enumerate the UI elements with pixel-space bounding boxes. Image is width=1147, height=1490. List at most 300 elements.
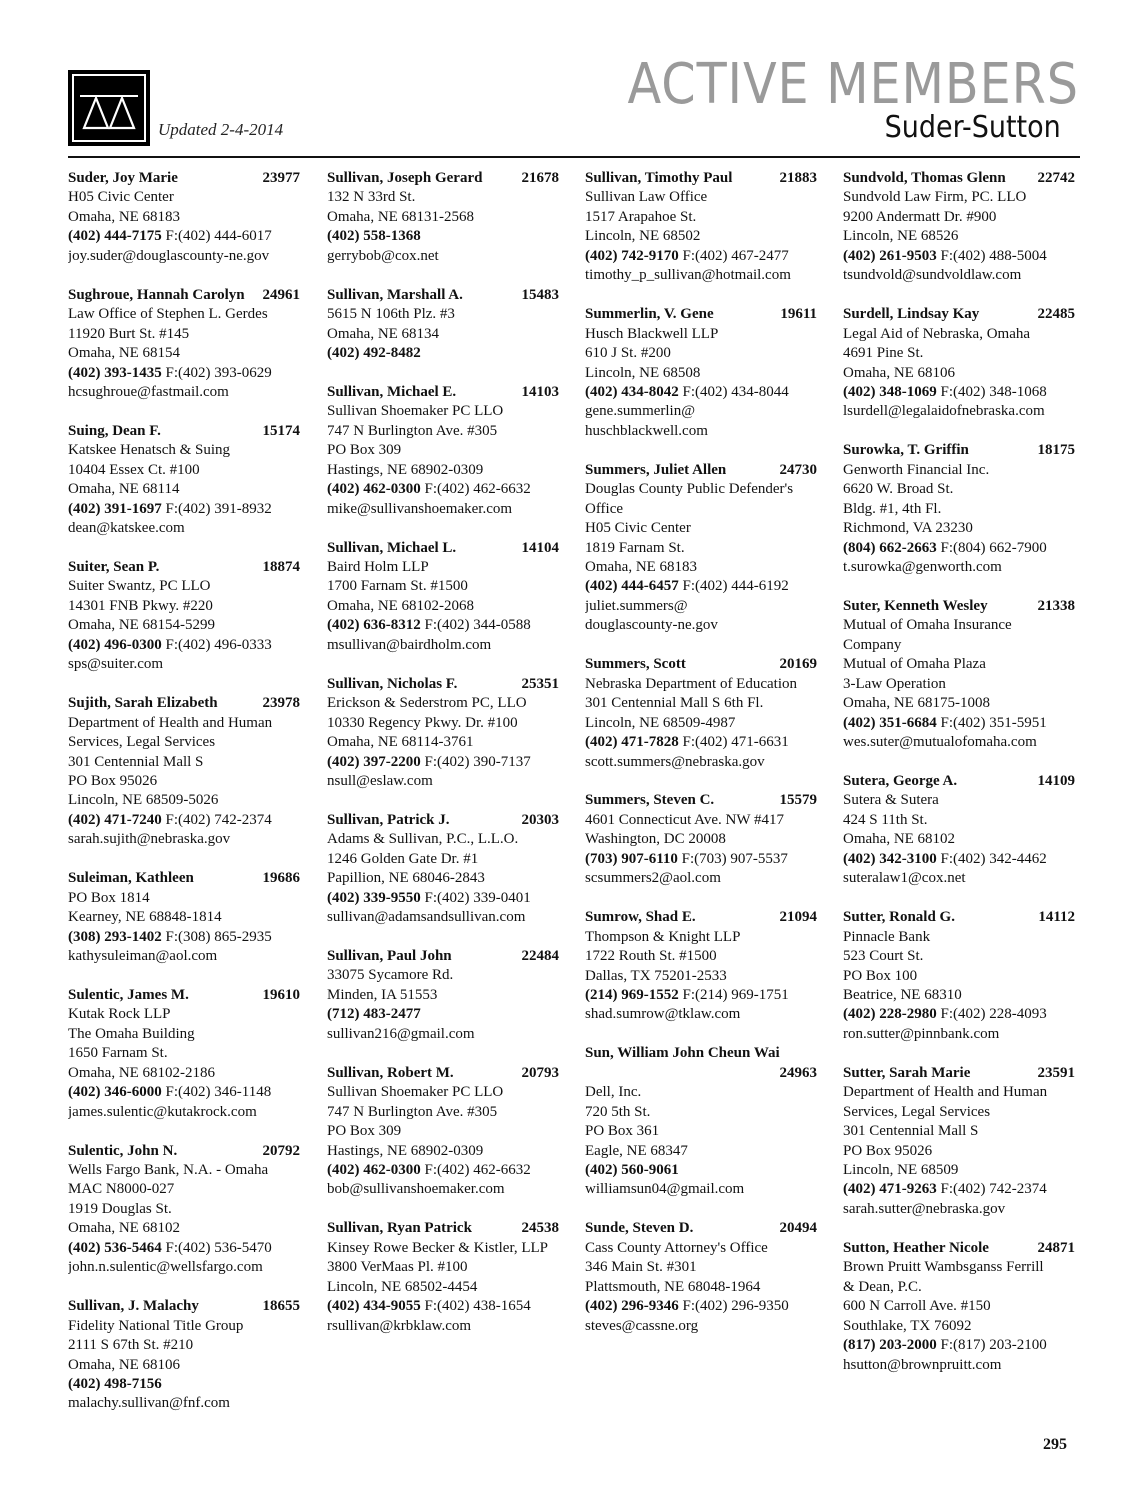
- address-line: Omaha, NE 68183: [585, 559, 698, 576]
- fax-number: F:(402) 348-1068: [940, 383, 1047, 400]
- member-name: Surdell, Lindsay Kay: [843, 306, 980, 323]
- address-line: PO Box 95026: [843, 1142, 933, 1159]
- member-name-line: [585, 791, 821, 810]
- member-name-line: [68, 694, 304, 713]
- member-name: Sullivan, Marshall A.: [327, 286, 463, 303]
- email-address: tsundvold@sundvoldlaw.com: [843, 267, 1022, 284]
- address-line: Lincoln, NE 68508: [585, 364, 701, 381]
- address-line: Lincoln, NE 68509-4987: [585, 714, 736, 731]
- phone-number: (402) 742-9170: [585, 247, 679, 264]
- member-entry: [68, 869, 304, 966]
- address-line: Lincoln, NE 68502-4454: [327, 1278, 478, 1295]
- phone-line: [68, 227, 304, 246]
- member-name-line: [585, 305, 821, 324]
- fax-number: F:(402) 351-5951: [940, 714, 1047, 731]
- member-number: 24538: [521, 1220, 559, 1237]
- member-entry: [327, 947, 563, 1044]
- email-address: scsummers2@aol.com: [585, 870, 721, 887]
- email-address: huschblackwell.com: [585, 422, 708, 439]
- address-line: Mutual of Omaha Plaza: [843, 656, 986, 673]
- member-number: 24730: [779, 461, 817, 478]
- fax-number: F:(402) 536-5470: [165, 1239, 272, 1256]
- directory-column-2: [327, 169, 563, 1356]
- member-number: 21678: [521, 170, 559, 186]
- address-line: 9200 Andermatt Dr. #900: [843, 208, 997, 225]
- member-name-line: [585, 1044, 821, 1063]
- phone-number: (402) 346-6000: [68, 1084, 162, 1101]
- email-address: joy.suder@douglascounty-ne.gov: [68, 247, 270, 264]
- address-line: 1700 Farnam St. #1500: [327, 578, 468, 595]
- phone-line: [843, 1005, 1079, 1024]
- member-number: 20792: [262, 1142, 300, 1159]
- fax-number: F:(402) 742-2374: [165, 811, 272, 828]
- address-line: 1722 Routh St. #1500: [585, 948, 717, 965]
- email-address: sps@suiter.com: [68, 656, 164, 673]
- phone-number: (402) 471-7828: [585, 734, 679, 751]
- member-name-line: [327, 286, 563, 305]
- address-line: Legal Aid of Nebraska, Omaha: [843, 325, 1031, 342]
- phone-number: (402) 434-8042: [585, 383, 679, 400]
- address-line: 10404 Essex Ct. #100: [68, 461, 200, 478]
- phone-line: [327, 1297, 563, 1316]
- address-line: Sullivan Law Office: [585, 189, 708, 206]
- member-name: Summerlin, V. Gene: [585, 306, 714, 323]
- phone-line: [843, 247, 1079, 266]
- phone-line: [843, 1336, 1079, 1355]
- email-address: sullivan216@gmail.com: [327, 1025, 475, 1042]
- member-name: Suter, Kenneth Wesley: [843, 597, 988, 614]
- member-name: Summers, Steven C.: [585, 792, 715, 809]
- address-line: Services, Legal Services: [843, 1103, 991, 1120]
- phone-line: [68, 1239, 304, 1258]
- member-name-line: [327, 675, 563, 694]
- member-name-line: [68, 169, 304, 188]
- address-line: 14301 FNB Pkwy. #220: [68, 597, 213, 614]
- member-name: Sughroue, Hannah Carolyn: [68, 286, 245, 303]
- address-line: Mutual of Omaha Insurance: [843, 617, 1012, 634]
- fax-number: F:(402) 444-6017: [165, 228, 272, 245]
- phone-line: [843, 383, 1079, 402]
- member-number: 20793: [521, 1064, 559, 1081]
- fax-number: F:(804) 662-7900: [940, 539, 1047, 556]
- address-line: Thompson & Knight LLP: [585, 928, 741, 945]
- member-entry: [585, 461, 821, 636]
- phone-line: [68, 1375, 304, 1394]
- address-line: 1919 Douglas St.: [68, 1200, 172, 1217]
- phone-number: (402) 342-3100: [843, 850, 937, 867]
- member-entry: [843, 772, 1079, 889]
- member-name: Sullivan, Michael L.: [327, 539, 457, 556]
- member-name: Sujith, Sarah Elizabeth: [68, 695, 218, 712]
- phone-line: [843, 539, 1079, 558]
- address-line: PO Box 309: [327, 442, 402, 459]
- member-entry: [843, 1239, 1079, 1375]
- address-line: Omaha, NE 68114: [68, 481, 180, 498]
- fax-number: F:(402) 471-6631: [682, 734, 789, 751]
- member-entry: [843, 305, 1079, 422]
- email-address: t.surowka@genworth.com: [843, 559, 1002, 576]
- member-name-line: [327, 169, 563, 188]
- member-name-line: [843, 772, 1079, 791]
- member-number: 15579: [779, 792, 817, 809]
- member-name-line: [68, 1297, 304, 1316]
- address-line: 424 S 11th St.: [843, 811, 928, 828]
- fax-number: F:(402) 390-7137: [424, 753, 531, 770]
- address-line: Erickson & Sederstrom PC, LLO: [327, 695, 527, 712]
- member-name: Sutter, Sarah Marie: [843, 1064, 971, 1081]
- member-number: 18655: [262, 1298, 300, 1315]
- member-number: 14103: [521, 383, 559, 400]
- address-line: 301 Centennial Mall S 6th Fl.: [585, 695, 764, 712]
- address-line: Law Office of Stephen L. Gerdes: [68, 306, 268, 323]
- directory-column-3: [585, 169, 821, 1356]
- member-name-line: [327, 1219, 563, 1238]
- phone-number: (402) 444-7175: [68, 228, 162, 245]
- fax-number: F:(817) 203-2100: [940, 1337, 1047, 1354]
- address-line: 11920 Burt St. #145: [68, 325, 190, 342]
- fax-number: F:(402) 228-4093: [940, 1006, 1047, 1023]
- address-line: Department of Health and Human: [68, 714, 273, 731]
- phone-line: [585, 1297, 821, 1316]
- address-line: 3-Law Operation: [843, 675, 946, 692]
- member-number: 24963: [779, 1064, 817, 1081]
- member-name: Sundvold, Thomas Glenn: [843, 170, 1006, 186]
- phone-number: (804) 662-2663: [843, 539, 937, 556]
- address-line: Dell, Inc.: [585, 1084, 642, 1101]
- phone-number: (402) 471-7240: [68, 811, 162, 828]
- address-line: Omaha, NE 68134: [327, 325, 440, 342]
- member-entry: [327, 286, 563, 364]
- address-line: Hastings, NE 68902-0309: [327, 461, 484, 478]
- member-number: 20494: [779, 1220, 817, 1237]
- address-line: Kearney, NE 68848-1814: [68, 909, 222, 926]
- member-entry: [68, 422, 304, 539]
- address-line: Wells Fargo Bank, N.A. - Omaha: [68, 1162, 269, 1178]
- address-line: MAC N8000-027: [68, 1181, 175, 1198]
- email-address: scott.summers@nebraska.gov: [585, 753, 765, 770]
- fax-number: F:(402) 346-1148: [165, 1084, 272, 1101]
- address-line: Brown Pruitt Wambsganss Ferrill: [843, 1259, 1044, 1276]
- address-line: 1517 Arapahoe St.: [585, 208, 697, 225]
- member-entry: [327, 383, 563, 519]
- member-name: Suiter, Sean P.: [68, 559, 160, 576]
- address-line: 10330 Regency Pkwy. Dr. #100: [327, 714, 518, 731]
- member-entry: [68, 694, 304, 850]
- member-name-line: [68, 986, 304, 1005]
- member-number: 23978: [262, 695, 300, 712]
- member-entry: [327, 539, 563, 656]
- member-entry: [843, 441, 1079, 577]
- address-line: 4601 Connecticut Ave. NW #417: [585, 811, 784, 828]
- address-line: Omaha, NE 68154: [68, 345, 181, 362]
- member-name: Suder, Joy Marie: [68, 170, 178, 186]
- phone-number: (214) 969-1552: [585, 986, 679, 1003]
- member-name-line: [585, 461, 821, 480]
- address-line: Cass County Attorney's Office: [585, 1239, 768, 1256]
- updated-date: Updated 2-4-2014: [158, 120, 284, 139]
- address-line: 523 Court St.: [843, 948, 924, 965]
- address-line: Omaha, NE 68154-5299: [68, 617, 216, 634]
- fax-number: F:(402) 496-0333: [165, 636, 272, 653]
- member-name-line: [585, 1219, 821, 1238]
- address-line: 132 N 33rd St.: [327, 189, 416, 206]
- scales-delta-icon: [68, 70, 150, 146]
- header-rule: [68, 156, 1080, 158]
- address-line: Fidelity National Title Group: [68, 1317, 244, 1334]
- member-name: Sullivan, Michael E.: [327, 383, 457, 400]
- address-line: Sullivan Shoemaker PC LLO: [327, 1084, 504, 1101]
- email-address: john.n.sulentic@wellsfargo.com: [68, 1259, 263, 1276]
- email-address: gerrybob@cox.net: [327, 247, 439, 264]
- address-line: Lincoln, NE 68502: [585, 228, 701, 245]
- phone-number: (402) 391-1697: [68, 500, 162, 517]
- member-number: 15174: [262, 422, 300, 439]
- member-entry: [68, 558, 304, 675]
- address-line: Kinsey Rowe Becker & Kistler, LLP: [327, 1239, 549, 1256]
- address-line: Omaha, NE 68102-2068: [327, 597, 475, 614]
- email-address: msullivan@bairdholm.com: [327, 636, 492, 653]
- address-line: Douglas County Public Defender's: [585, 481, 794, 498]
- member-name-line: [68, 558, 304, 577]
- email-address: suteralaw1@cox.net: [843, 870, 966, 887]
- address-line: Sundvold Law Firm, PC. LLO: [843, 189, 1027, 206]
- address-line: 610 J St. #200: [585, 345, 671, 362]
- fax-number: F:(402) 742-2374: [940, 1181, 1047, 1198]
- fax-number: F:(402) 462-6632: [424, 1162, 531, 1178]
- phone-number: (402) 558-1368: [327, 228, 421, 245]
- email-address: rsullivan@krbklaw.com: [327, 1317, 472, 1334]
- phone-number: (402) 492-8482: [327, 345, 421, 362]
- address-line: Genworth Financial Inc.: [843, 461, 990, 478]
- phone-number: (308) 293-1402: [68, 928, 162, 945]
- address-line: Baird Holm LLP: [327, 559, 429, 576]
- member-entry: [843, 1064, 1079, 1220]
- fax-number: F:(402) 444-6192: [682, 578, 789, 595]
- member-number: 23977: [262, 170, 300, 186]
- member-name-line: [327, 1064, 563, 1083]
- member-number: 20169: [779, 656, 817, 673]
- address-line: Katskee Henatsch & Suing: [68, 442, 231, 459]
- phone-number: (402) 462-0300: [327, 481, 421, 498]
- member-name-line: [843, 1239, 1079, 1258]
- member-name-line: [68, 286, 304, 305]
- address-line: Kutak Rock LLP: [68, 1006, 171, 1023]
- email-address: lsurdell@legalaidofnebraska.com: [843, 403, 1045, 420]
- address-line: Dallas, TX 75201-2533: [585, 967, 727, 984]
- phone-number: (402) 348-1069: [843, 383, 937, 400]
- member-name: Summers, Scott: [585, 656, 686, 673]
- phone-line: [68, 636, 304, 655]
- address-line: Office: [585, 500, 624, 517]
- address-line: Omaha, NE 68131-2568: [327, 208, 475, 225]
- address-line: Omaha, NE 68106: [843, 364, 956, 381]
- address-line: & Dean, P.C.: [843, 1278, 922, 1295]
- phone-line: [327, 480, 563, 499]
- email-address: mike@sullivanshoemaker.com: [327, 500, 513, 517]
- phone-number: (402) 296-9346: [585, 1298, 679, 1315]
- address-line: Omaha, NE 68102: [68, 1220, 181, 1237]
- member-entry: [585, 1044, 821, 1200]
- member-name: Suleiman, Kathleen: [68, 870, 194, 887]
- fax-number: F:(402) 342-4462: [940, 850, 1047, 867]
- address-line: PO Box 100: [843, 967, 918, 984]
- address-line: Lincoln, NE 68526: [843, 228, 959, 245]
- phone-number: (402) 393-1435: [68, 364, 162, 381]
- member-name-line: [327, 539, 563, 558]
- address-line: 1819 Farnam St.: [585, 539, 685, 556]
- member-number: 24961: [262, 286, 300, 303]
- member-name-line: [68, 1142, 304, 1161]
- fax-number: F:(402) 462-6632: [424, 481, 531, 498]
- member-name-line: [585, 169, 821, 188]
- phone-number: (703) 907-6110: [585, 850, 678, 867]
- member-entry: [68, 1297, 304, 1414]
- address-line: 1246 Golden Gate Dr. #1: [327, 850, 479, 867]
- member-number: 19611: [780, 306, 817, 323]
- fax-number: F:(402) 488-5004: [940, 247, 1047, 264]
- email-address: nsull@eslaw.com: [327, 772, 433, 789]
- phone-number: (402) 228-2980: [843, 1006, 937, 1023]
- email-address: ron.sutter@pinnbank.com: [843, 1025, 1000, 1042]
- address-line: Adams & Sullivan, P.C., L.L.O.: [327, 831, 519, 848]
- page-title: ACTIVE MEMBERS: [627, 52, 1079, 117]
- phone-line: [327, 1005, 563, 1024]
- email-address: sarah.sutter@nebraska.gov: [843, 1200, 1006, 1217]
- email-address: bob@sullivanshoemaker.com: [327, 1181, 505, 1198]
- phone-line: [68, 928, 304, 947]
- phone-line: [585, 1161, 821, 1180]
- member-name-line: [843, 597, 1079, 616]
- phone-line: [585, 733, 821, 752]
- member-name-line: [327, 947, 563, 966]
- email-address: shad.sumrow@tklaw.com: [585, 1006, 741, 1023]
- address-line: 2111 S 67th St. #210: [68, 1337, 194, 1354]
- address-line: 720 5th St.: [585, 1103, 651, 1120]
- page-number: 295: [1043, 1436, 1067, 1453]
- directory-column-4: [843, 169, 1079, 1394]
- phone-number: (402) 636-8312: [327, 617, 421, 634]
- member-number: 21094: [779, 909, 817, 926]
- email-address: hsutton@brownpruitt.com: [843, 1356, 1002, 1373]
- member-number: 22485: [1037, 306, 1075, 323]
- address-line: Services, Legal Services: [68, 734, 216, 751]
- member-name: Sullivan, Patrick J.: [327, 811, 450, 828]
- email-address: wes.suter@mutualofomaha.com: [843, 734, 1037, 751]
- phone-number: (402) 471-9263: [843, 1181, 937, 1198]
- email-address: douglascounty-ne.gov: [585, 617, 718, 634]
- phone-number: (402) 536-5464: [68, 1239, 162, 1256]
- address-line: Sullivan Shoemaker PC LLO: [327, 403, 504, 420]
- member-entry: [585, 169, 821, 286]
- phone-line: [327, 889, 563, 908]
- member-number: 22742: [1037, 170, 1075, 186]
- phone-line: [585, 383, 821, 402]
- member-entry: [327, 1219, 563, 1336]
- member-name-line: [68, 869, 304, 888]
- phone-line: [585, 247, 821, 266]
- fax-number: F:(402) 339-0401: [424, 889, 531, 906]
- member-name-line: [843, 908, 1079, 927]
- fax-number: F:(703) 907-5537: [681, 850, 788, 867]
- address-line: Lincoln, NE 68509-5026: [68, 792, 219, 809]
- member-name: Sullivan, J. Malachy: [68, 1298, 199, 1315]
- member-entry: [327, 169, 563, 266]
- phone-number: (402) 397-2200: [327, 753, 421, 770]
- fax-number: F:(402) 296-9350: [682, 1298, 789, 1315]
- address-line: PO Box 95026: [68, 772, 158, 789]
- address-line: 6620 W. Broad St.: [843, 481, 954, 498]
- phone-line: [68, 500, 304, 519]
- member-name-line: [843, 169, 1079, 188]
- member-entry: [585, 305, 821, 441]
- email-address: timothy_p_sullivan@hotmail.com: [585, 267, 791, 284]
- member-entry: [68, 286, 304, 403]
- address-line: Omaha, NE 68114-3761: [327, 734, 474, 751]
- phone-number: (402) 496-0300: [68, 636, 162, 653]
- email-address: gene.summerlin@: [585, 403, 696, 420]
- address-line: Husch Blackwell LLP: [585, 325, 719, 342]
- member-name: Sumrow, Shad E.: [585, 909, 696, 926]
- phone-line: [843, 850, 1079, 869]
- email-address: juliet.summers@: [585, 597, 688, 614]
- address-line: Omaha, NE 68183: [68, 208, 181, 225]
- member-number: 25351: [521, 675, 559, 692]
- address-line: Nebraska Department of Education: [585, 675, 797, 692]
- member-name: Sullivan, Robert M.: [327, 1064, 454, 1081]
- member-name: Sullivan, Ryan Patrick: [327, 1220, 472, 1237]
- member-entry: [327, 811, 563, 928]
- address-line: 4691 Pine St.: [843, 345, 924, 362]
- member-number: 15483: [521, 286, 559, 303]
- phone-number: (402) 498-7156: [68, 1375, 162, 1392]
- member-name-line: [327, 383, 563, 402]
- phone-number: (817) 203-2000: [843, 1337, 937, 1354]
- address-line: Omaha, NE 68102-2186: [68, 1064, 216, 1081]
- member-name: Sunde, Steven D.: [585, 1220, 694, 1237]
- fax-number: F:(402) 438-1654: [424, 1298, 531, 1315]
- member-entry: [843, 908, 1079, 1044]
- email-address: sullivan@adamsandsullivan.com: [327, 909, 526, 926]
- phone-number: (712) 483-2477: [327, 1006, 421, 1023]
- address-line: Richmond, VA 23230: [843, 520, 973, 537]
- member-name-line: [585, 655, 821, 674]
- member-name: Sullivan, Paul John: [327, 948, 452, 965]
- address-line: Suiter Swantz, PC LLO: [68, 578, 211, 595]
- directory-column-1: [68, 169, 304, 1433]
- email-address: dean@katskee.com: [68, 520, 185, 537]
- phone-line: [585, 850, 821, 869]
- member-number: 14109: [1037, 772, 1075, 789]
- email-address: steves@cassne.org: [585, 1317, 699, 1334]
- address-line: PO Box 1814: [68, 889, 150, 906]
- phone-line: [327, 753, 563, 772]
- member-name: Sutton, Heather Nicole: [843, 1239, 989, 1256]
- phone-number: (402) 261-9503: [843, 247, 937, 264]
- address-line: Washington, DC 20008: [585, 831, 726, 848]
- address-line: 5615 N 106th Plz. #3: [327, 306, 455, 323]
- address-line: Hastings, NE 68902-0309: [327, 1142, 484, 1159]
- address-line: 3800 VerMaas Pl. #100: [327, 1259, 468, 1276]
- address-line: 747 N Burlington Ave. #305: [327, 1103, 498, 1120]
- member-name: Sutera, George A.: [843, 772, 958, 789]
- fax-number: F:(402) 344-0588: [424, 617, 531, 634]
- member-name: Summers, Juliet Allen: [585, 461, 727, 478]
- member-entry: [843, 597, 1079, 753]
- member-entry: [68, 986, 304, 1122]
- member-entry: [327, 1064, 563, 1200]
- phone-number: (402) 462-0300: [327, 1162, 421, 1178]
- address-line: Eagle, NE 68347: [585, 1142, 688, 1159]
